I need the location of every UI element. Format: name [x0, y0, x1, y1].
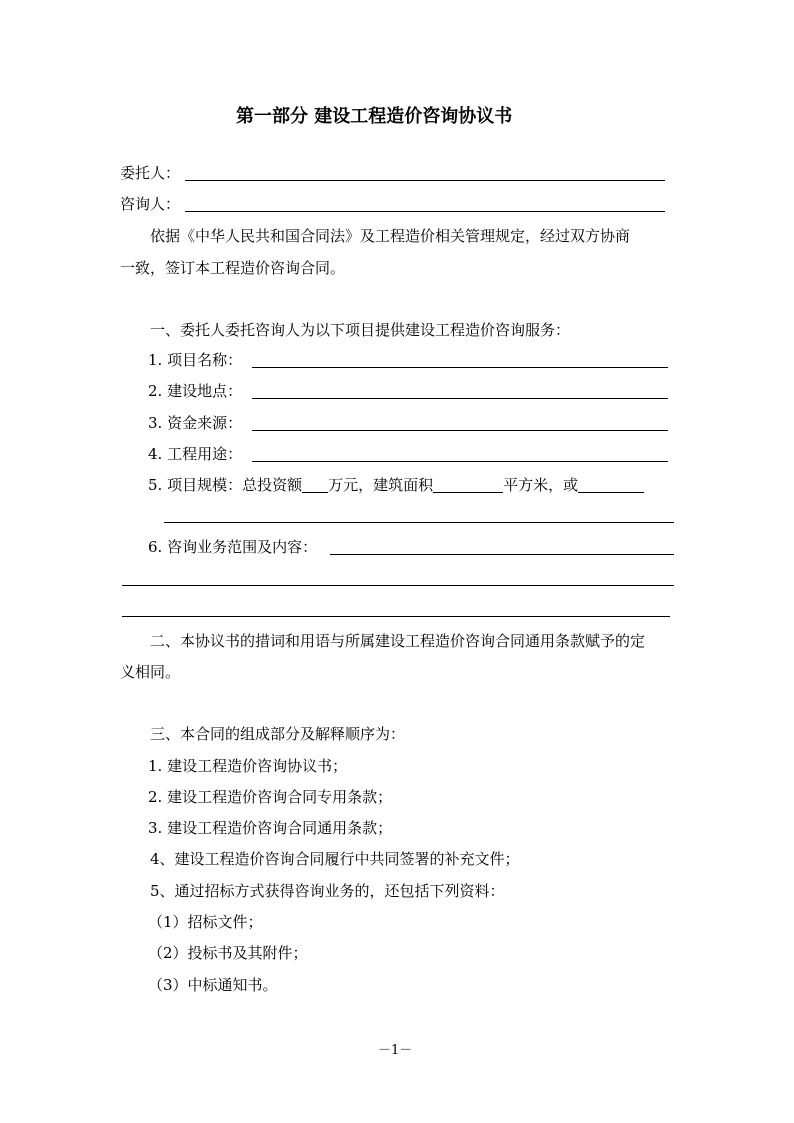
building-area-blank — [433, 477, 503, 493]
section-1-heading: 一、委托人委托咨询人为以下项目提供建设工程造价咨询服务： — [150, 321, 571, 339]
project-name-label: 1. 项目名称： — [148, 351, 243, 369]
tender-document-item: （2）投标书及其附件； — [148, 944, 308, 962]
consulting-scope-label: 6. 咨询业务范围及内容： — [148, 538, 318, 556]
principal-blank — [185, 180, 665, 181]
document-list-item: 3. 建设工程造价咨询合同通用条款； — [148, 819, 393, 837]
consultant-blank — [185, 211, 665, 212]
page-number: －1－ — [378, 1043, 413, 1058]
section-2-line-2: 义相同。 — [120, 663, 181, 681]
page-title: 第一部分 建设工程造价咨询协议书 — [236, 106, 513, 127]
total-investment-blank — [302, 477, 328, 493]
principal-label: 委托人： — [120, 164, 181, 182]
project-name-blank — [252, 367, 668, 368]
project-scale-continuation-blank — [164, 522, 674, 523]
tender-document-item: （1）招标文件； — [148, 913, 263, 931]
construction-site-blank — [252, 398, 668, 399]
intro-paragraph-line-1: 依据《中华人民共和国合同法》及工程造价相关管理规定，经过双方协商 — [150, 227, 631, 245]
document-list-item: 2. 建设工程造价咨询合同专用条款； — [148, 788, 393, 806]
construction-site-label: 2. 建设地点： — [148, 382, 243, 400]
section-3-heading: 三、本合同的组成部分及解释顺序为： — [150, 725, 406, 743]
project-purpose-label: 4. 工程用途： — [148, 445, 243, 463]
document-list-item: 1. 建设工程造价咨询协议书； — [148, 757, 348, 775]
unit-ten-thousand-yuan: 万元，建筑面积 — [328, 476, 434, 494]
project-purpose-blank — [252, 461, 668, 462]
project-scale-row — [148, 475, 644, 495]
section-2-line-1: 二、本协议书的措词和用语与所属建设工程造价咨询合同通用条款赋予的定 — [150, 632, 646, 650]
consulting-scope-blank-3 — [122, 616, 670, 617]
consultant-label: 咨询人： — [120, 195, 181, 213]
scale-other-blank — [578, 477, 644, 493]
funding-source-blank — [252, 430, 668, 431]
consulting-scope-blank-2 — [122, 585, 674, 586]
unit-square-meters: 平方米，或 — [503, 476, 579, 494]
tender-document-item: （3）中标通知书。 — [148, 976, 278, 994]
intro-paragraph-line-2: 一致，签订本工程造价咨询合同。 — [120, 259, 346, 277]
project-scale-label: 5. 项目规模：总投资额 — [148, 476, 303, 494]
consulting-scope-blank — [330, 554, 674, 555]
document-list-item: 4、建设工程造价咨询合同履行中共同签署的补充文件； — [150, 850, 520, 868]
document-list-item: 5、通过招标方式获得咨询业务的，还包括下列资料： — [150, 882, 505, 900]
funding-source-label: 3. 资金来源： — [148, 414, 243, 432]
